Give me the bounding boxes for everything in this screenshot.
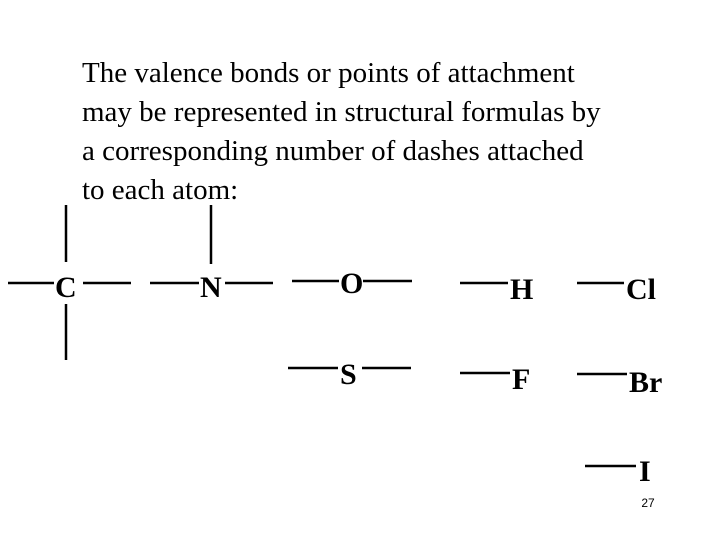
text-line-4: to each atom: [82, 174, 239, 206]
atom-chlorine: Cl [626, 273, 656, 306]
atom-fluorine: F [512, 363, 531, 396]
atom-hydrogen: H [510, 273, 534, 306]
atom-nitrogen: N [200, 271, 222, 304]
atom-bromine: Br [629, 366, 663, 399]
atom-symbols [55, 267, 662, 488]
atom-oxygen: O [340, 267, 364, 300]
atom-sulfur: S [340, 358, 357, 391]
text-line-3: a corresponding number of dashes attached [82, 135, 584, 167]
page-number: 27 [641, 496, 655, 510]
atom-iodine: I [639, 455, 651, 488]
text-line-2: may be represented in structural formulas by [82, 96, 601, 128]
bond-dashes [8, 205, 636, 466]
text-line-1: The valence bonds or points of attachment [82, 57, 575, 89]
atom-carbon: C [55, 271, 77, 304]
